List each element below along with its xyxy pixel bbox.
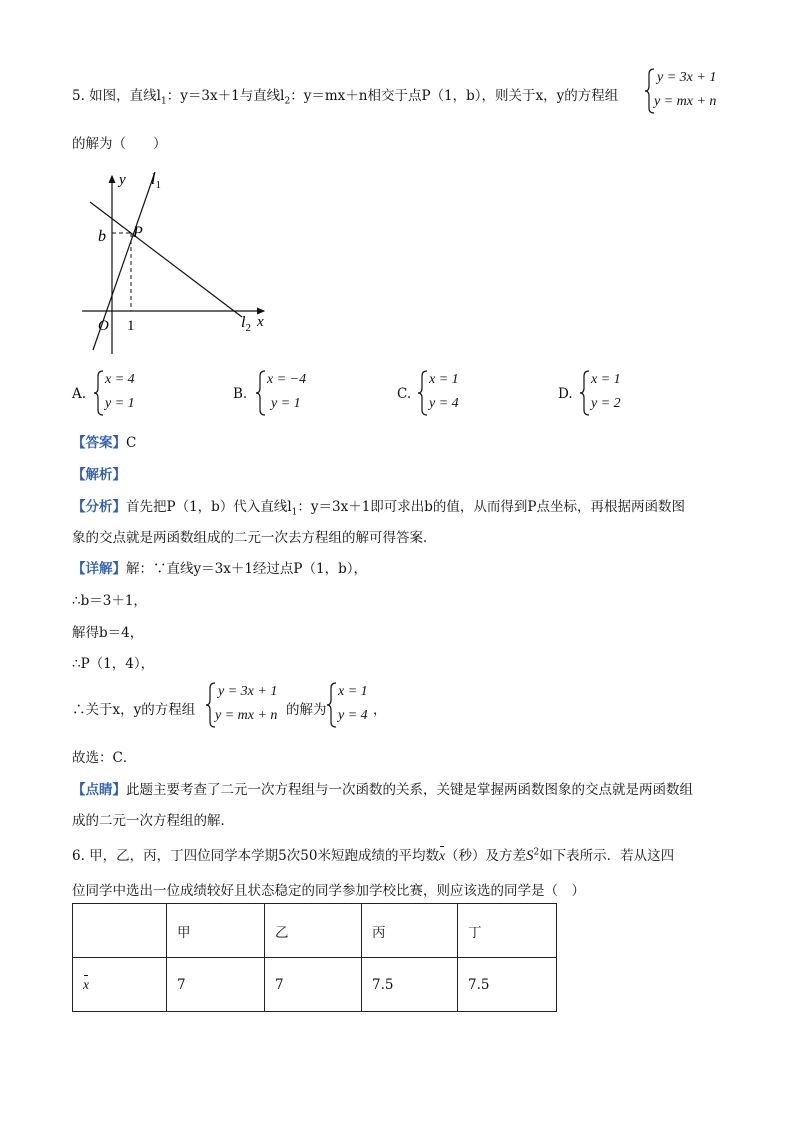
q6-line2: 位同学中选出一位成绩较好且状态稳定的同学参加学校比赛，则应该选的同学是（ ） — [72, 883, 585, 899]
q5-prefix: 5. 如图，直线l — [72, 88, 161, 104]
option-b-line2: y = 1 — [271, 396, 301, 411]
q5-mid1: ：y＝3x＋1与直线l — [166, 88, 285, 104]
left-brace-icon — [94, 370, 104, 416]
option-a-line1: x = 4 — [105, 372, 135, 387]
fenxi-text1a: 首先把P（1，b）代入直线l — [126, 499, 292, 515]
detail-res-line1: x = 1 — [338, 684, 368, 699]
detail-line3: 解得b＝4， — [72, 625, 144, 641]
detail-line4: ∴P（1，4）， — [72, 656, 155, 672]
table-cell: 7 — [265, 958, 362, 1012]
detail-sys-line1: y = 3x + 1 — [218, 684, 278, 699]
tick-one-label: 1 — [127, 318, 135, 334]
q5-equation-system — [645, 68, 735, 116]
q5-tail: 的解为（ ） — [72, 136, 167, 152]
detail-sys-line2: y = mx + n — [215, 708, 278, 723]
table-row — [73, 958, 557, 1012]
option-a-system — [94, 370, 154, 418]
dianjing-line2: 成的二元一次方程组的解． — [72, 813, 234, 829]
option-a-label: A. — [72, 386, 87, 402]
detail-line1-text: 解：∵直线y＝3x＋1经过点P（1，b）， — [126, 561, 367, 577]
option-c-line2: y = 4 — [429, 396, 459, 411]
answer-tag: 【答案】 — [72, 435, 126, 451]
fenxi-sub: 1 — [291, 507, 298, 518]
q5-sys-line2: y = mx + n — [654, 94, 717, 109]
fenxi-line1 — [72, 495, 685, 518]
q6-text1b: （秒）及方差 — [444, 848, 526, 864]
q6-xbar: x — [438, 848, 445, 863]
option-d-line2: y = 2 — [591, 396, 621, 411]
option-a-line2: y = 1 — [105, 396, 135, 411]
detail-line2: ∴b＝3＋1， — [72, 593, 147, 609]
q6-text1c: 如下表所示．若从这四 — [539, 848, 675, 864]
q5-mid2: ：y＝mx＋n相交于点P（1，b），则关于x，y的方程组 — [290, 88, 619, 104]
q5-stem — [72, 84, 618, 107]
line-l2 — [90, 202, 242, 317]
fenxi-tag: 【分析】 — [72, 499, 126, 515]
table-header-row — [73, 904, 557, 958]
left-brace-icon — [580, 370, 590, 416]
dianjing-text1: 此题主要考查了二元一次方程组与一次函数的关系，关键是掌握两函数图象的交点就是两函数组 — [126, 782, 693, 798]
table-cell: 7 — [167, 958, 265, 1012]
detail-line5-end: ， — [373, 702, 387, 718]
left-brace-icon — [327, 682, 337, 728]
q6-s2: S — [525, 848, 534, 864]
option-c-label: C. — [397, 386, 412, 402]
y-axis-label: y — [119, 172, 126, 188]
detail-line1 — [72, 557, 367, 577]
option-d-system — [580, 370, 640, 418]
table-header-cell: 乙 — [265, 904, 362, 958]
answer-line — [72, 431, 136, 451]
fenxi-line2: 象的交点就是两函数组成的二元一次去方程组的解可得答案． — [72, 530, 437, 546]
option-c-line1: x = 1 — [429, 372, 459, 387]
q5-sys-line1: y = 3x + 1 — [657, 70, 717, 85]
table-cell: 7.5 — [362, 958, 458, 1012]
origin-label: O — [98, 318, 109, 334]
line-graph — [76, 164, 286, 364]
detail-line5-pre: ∴关于x，y的方程组 — [72, 702, 196, 718]
q5-sub1: 1 — [161, 96, 167, 107]
table-cell: 7.5 — [458, 958, 557, 1012]
table-row-label — [73, 958, 167, 1012]
score-table — [72, 903, 557, 1012]
answer-value: C — [126, 435, 137, 451]
option-c-system — [418, 370, 478, 418]
q6-line1 — [72, 844, 674, 865]
detail-line6: 故选：C． — [72, 750, 137, 766]
dianjing-tag: 【点睛】 — [72, 782, 126, 798]
table-header-cell — [73, 904, 167, 958]
xbar-label: x — [83, 976, 89, 992]
l1-label: $l_1$ — [151, 171, 161, 191]
x-axis-label: x — [257, 314, 264, 330]
detail-line5-mid: 的解为 — [286, 702, 327, 718]
point-p-label: P — [133, 224, 143, 241]
l2-label: $l_2$ — [241, 314, 251, 334]
table-header-cell: 丙 — [362, 904, 458, 958]
dianjing-line1 — [72, 778, 693, 798]
left-brace-icon — [418, 370, 428, 416]
q6-s2-sup: 2 — [533, 847, 540, 858]
detail-equation-system — [206, 682, 290, 730]
option-b-line1: x = −4 — [267, 372, 307, 387]
detail-tag: 【详解】 — [72, 561, 126, 577]
option-d-line1: x = 1 — [591, 372, 621, 387]
option-b-system — [256, 370, 326, 418]
detail-res-line2: y = 4 — [338, 708, 368, 723]
q6-text1a: 6. 甲，乙，丙，丁四位同学本学期5次50米短跑成绩的平均数 — [72, 848, 439, 864]
analysis-tag: 【解析】 — [72, 467, 126, 483]
b-label: b — [98, 228, 106, 245]
q5-sub2: 2 — [284, 96, 291, 107]
left-brace-icon — [256, 370, 266, 416]
table-header-cell: 丁 — [458, 904, 557, 958]
fenxi-text1b: ：y＝3x＋1即可求出b的值，从而得到P点坐标，再根据两函数图 — [297, 499, 686, 515]
option-d-label: D. — [558, 386, 573, 402]
table-header-cell: 甲 — [167, 904, 265, 958]
option-b-label: B. — [233, 386, 248, 402]
